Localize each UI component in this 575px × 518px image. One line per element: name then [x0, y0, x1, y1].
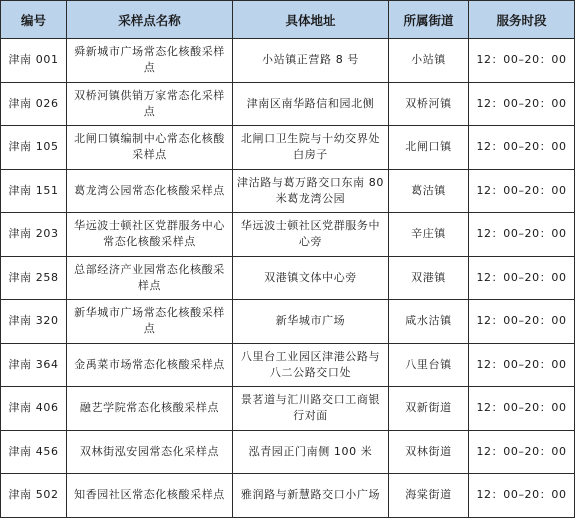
header-street: 所属街道	[389, 1, 469, 39]
cell-id: 津南 203	[1, 213, 67, 257]
cell-service-hours: 12：00–20：00	[469, 169, 575, 213]
table-row	[1, 300, 575, 344]
header-address: 具体地址	[233, 1, 389, 39]
cell-service-hours: 12：00–20：00	[469, 256, 575, 300]
table-header-row	[1, 1, 575, 39]
cell-street: 海棠街道	[389, 474, 469, 518]
cell-street: 小站镇	[389, 39, 469, 83]
cell-street: 辛庄镇	[389, 213, 469, 257]
table-row	[1, 126, 575, 170]
cell-site-name: 双桥河镇供销万家常态化采样点	[67, 82, 233, 126]
table-row	[1, 343, 575, 387]
cell-address: 泓青园正门南侧 100 米	[233, 430, 389, 474]
cell-service-hours: 12：00–20：00	[469, 39, 575, 83]
cell-site-name: 华远波士顿社区党群服务中心常态化核酸采样点	[67, 213, 233, 257]
cell-street: 双桥河镇	[389, 82, 469, 126]
cell-site-name: 融艺学院常态化核酸采样点	[67, 387, 233, 431]
cell-site-name: 总部经济产业园常态化核酸采样点	[67, 256, 233, 300]
cell-service-hours: 12：00–20：00	[469, 387, 575, 431]
cell-street: 双新街道	[389, 387, 469, 431]
cell-id: 津南 258	[1, 256, 67, 300]
table-row	[1, 39, 575, 83]
cell-service-hours: 12：00–20：00	[469, 474, 575, 518]
header-site-name: 采样点名称	[67, 1, 233, 39]
table-row	[1, 430, 575, 474]
cell-address: 雅润路与新慧路交口小广场	[233, 474, 389, 518]
cell-address: 八里台工业园区津港公路与八二公路交口处	[233, 343, 389, 387]
cell-service-hours: 12：00–20：00	[469, 82, 575, 126]
cell-id: 津南 320	[1, 300, 67, 344]
cell-site-name: 知香园社区常态化核酸采样点	[67, 474, 233, 518]
table-row	[1, 169, 575, 213]
cell-address: 北闸口卫生院与十幼交界处白房子	[233, 126, 389, 170]
table-row	[1, 474, 575, 518]
cell-id: 津南 001	[1, 39, 67, 83]
cell-service-hours: 12：00–20：00	[469, 343, 575, 387]
cell-address: 小站镇正营路 8 号	[233, 39, 389, 83]
cell-id: 津南 502	[1, 474, 67, 518]
cell-id: 津南 456	[1, 430, 67, 474]
cell-site-name: 新华城市广场常态化核酸采样点	[67, 300, 233, 344]
cell-street: 葛沽镇	[389, 169, 469, 213]
cell-id: 津南 364	[1, 343, 67, 387]
table-row	[1, 82, 575, 126]
cell-id: 津南 026	[1, 82, 67, 126]
cell-address: 津南区南华路信和园北侧	[233, 82, 389, 126]
cell-id: 津南 406	[1, 387, 67, 431]
cell-street: 咸水沽镇	[389, 300, 469, 344]
cell-street: 双港镇	[389, 256, 469, 300]
cell-street: 北闸口镇	[389, 126, 469, 170]
cell-site-name: 金禹菜市场常态化核酸采样点	[67, 343, 233, 387]
cell-site-name: 葛龙湾公园常态化核酸采样点	[67, 169, 233, 213]
cell-id: 津南 151	[1, 169, 67, 213]
cell-site-name: 舜新城市广场常态化核酸采样点	[67, 39, 233, 83]
cell-service-hours: 12：00–20：00	[469, 213, 575, 257]
cell-address: 新华城市广场	[233, 300, 389, 344]
cell-street: 双林街道	[389, 430, 469, 474]
cell-service-hours: 12：00–20：00	[469, 126, 575, 170]
cell-service-hours: 12：00–20：00	[469, 430, 575, 474]
cell-address: 双港镇文体中心旁	[233, 256, 389, 300]
cell-address: 津沽路与葛万路交口东南 80 米葛龙湾公园	[233, 169, 389, 213]
cell-site-name: 双林街泓安园常态化采样点	[67, 430, 233, 474]
cell-site-name: 北闸口镇编制中心常态化核酸采样点	[67, 126, 233, 170]
header-id: 编号	[1, 1, 67, 39]
cell-address: 景茗道与汇川路交口工商银行对面	[233, 387, 389, 431]
header-service-hours: 服务时段	[469, 1, 575, 39]
cell-address: 华远波士顿社区党群服务中心旁	[233, 213, 389, 257]
cell-service-hours: 12：00–20：00	[469, 300, 575, 344]
table-row	[1, 387, 575, 431]
table-row	[1, 213, 575, 257]
cell-id: 津南 105	[1, 126, 67, 170]
cell-street: 八里台镇	[389, 343, 469, 387]
table-row	[1, 256, 575, 300]
